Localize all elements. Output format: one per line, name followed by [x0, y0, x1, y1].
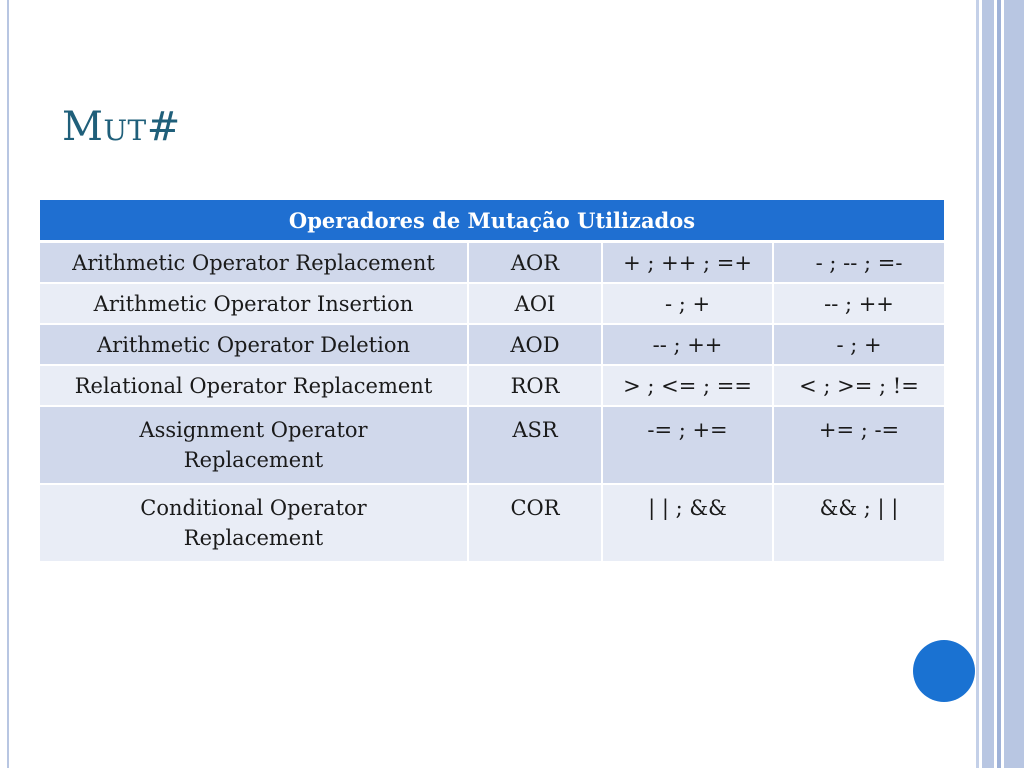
operator-name-cell: Arithmetic Operator Deletion: [40, 324, 468, 365]
operator-name-cell: Arithmetic Operator Insertion: [40, 283, 468, 324]
table-row: [40, 283, 944, 324]
operator-mutant-cell: < ; >= ; !=: [773, 365, 944, 406]
operator-mutant-cell: - ; +: [773, 324, 944, 365]
operator-abbrev-cell: AOR: [468, 242, 602, 284]
operator-abbrev-cell: ASR: [468, 406, 602, 484]
operator-abbrev-cell: COR: [468, 484, 602, 562]
table-row: [40, 406, 944, 484]
operator-original-cell: - ; +: [602, 283, 773, 324]
operator-abbrev-cell: ROR: [468, 365, 602, 406]
table-row: [40, 484, 944, 562]
left-frame-line: [7, 0, 9, 768]
mutation-operators-table: [40, 200, 944, 563]
operator-mutant-cell: && ; | |: [773, 484, 944, 562]
table-row: [40, 242, 944, 284]
operator-abbrev-cell: AOD: [468, 324, 602, 365]
operator-mutant-cell: += ; -=: [773, 406, 944, 484]
table-row: [40, 365, 944, 406]
operator-name-cell: Assignment Operator Replacement: [40, 406, 468, 484]
operator-name-cell: Arithmetic Operator Replacement: [40, 242, 468, 284]
operator-name-cell: Conditional Operator Replacement: [40, 484, 468, 562]
operator-original-cell: > ; <= ; ==: [602, 365, 773, 406]
table-row: [40, 324, 944, 365]
operator-original-cell: | | ; &&: [602, 484, 773, 562]
operator-mutant-cell: - ; -- ; =-: [773, 242, 944, 284]
operator-mutant-cell: -- ; ++: [773, 283, 944, 324]
operator-original-cell: -- ; ++: [602, 324, 773, 365]
decorative-circle: [913, 640, 975, 702]
operator-original-cell: -= ; +=: [602, 406, 773, 484]
table-header: Operadores de Mutação Utilizados: [40, 200, 944, 242]
slide-title: Mut#: [62, 104, 181, 150]
operator-abbrev-cell: AOI: [468, 283, 602, 324]
right-decorative-stripes: [976, 0, 1024, 768]
operator-name-cell: Relational Operator Replacement: [40, 365, 468, 406]
operator-original-cell: + ; ++ ; =+: [602, 242, 773, 284]
